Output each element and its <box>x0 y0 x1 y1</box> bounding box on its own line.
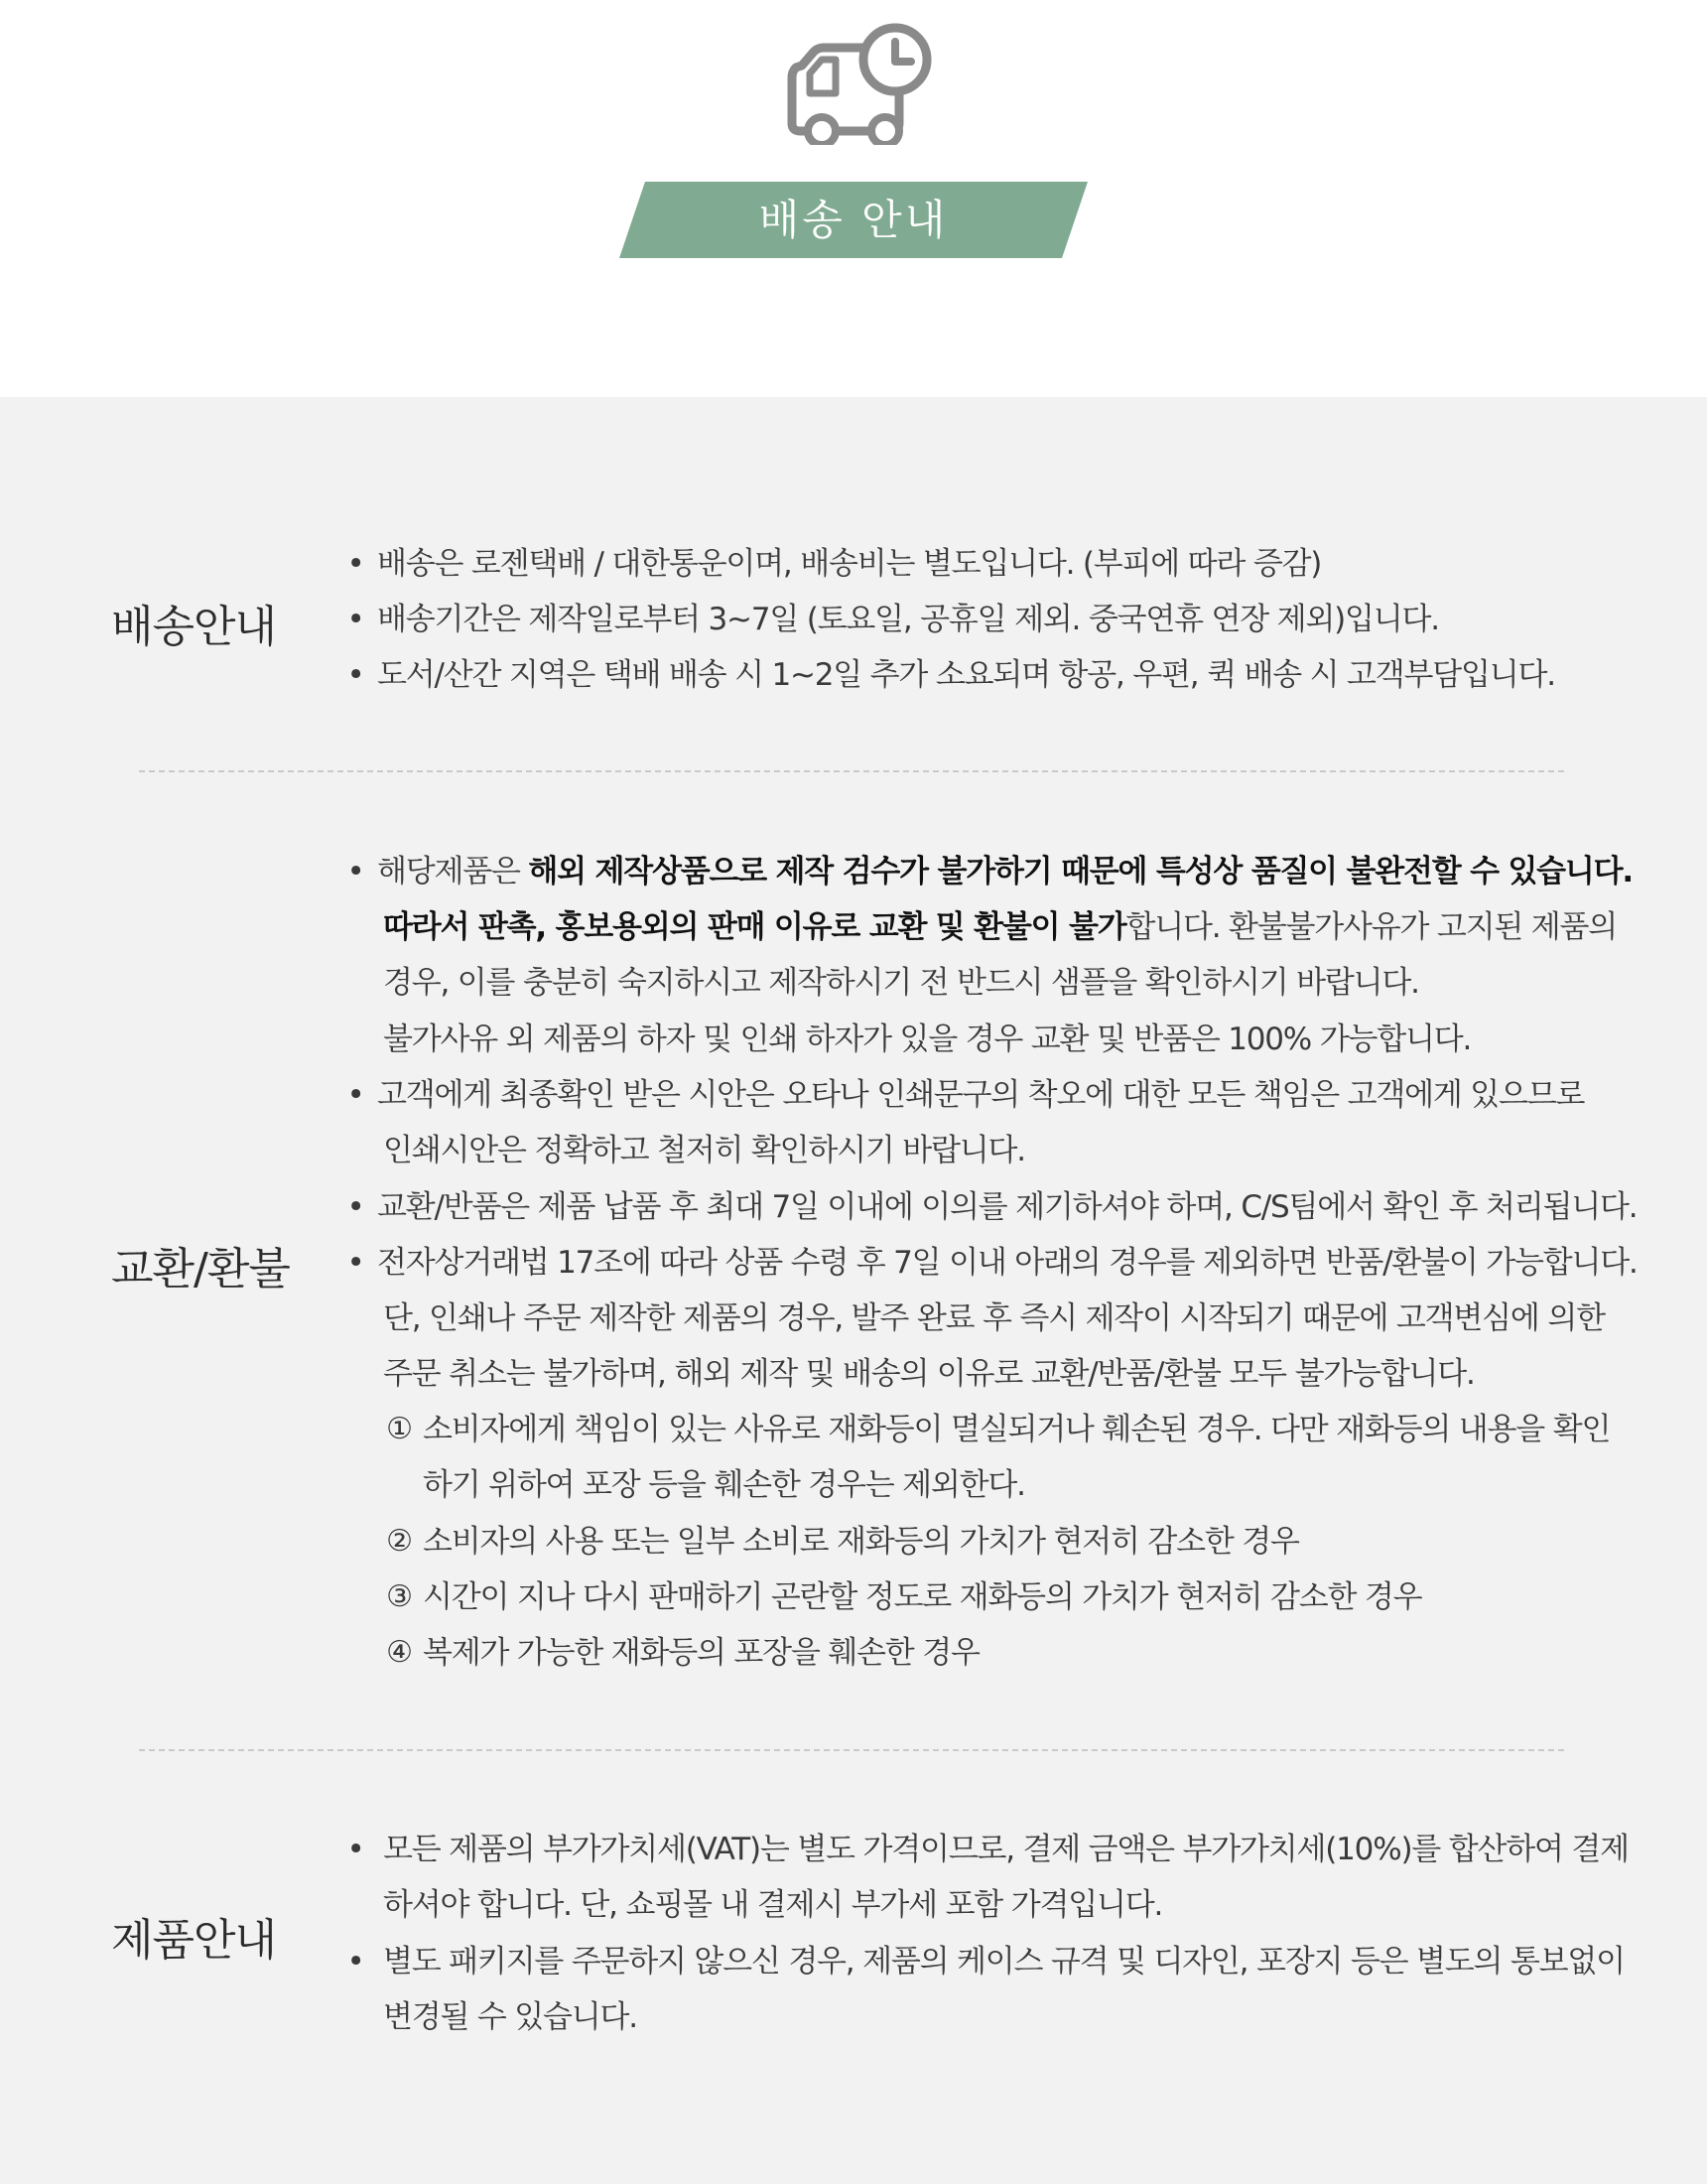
case-number: ③ <box>386 1579 412 1614</box>
list-item-continuation: 하셔야 합니다. 단, 쇼핑몰 내 결제시 부가세 포함 가격입니다. <box>383 1887 1163 1923</box>
bullet-icon: • <box>346 1944 364 1979</box>
bullet-icon: • <box>346 546 364 582</box>
banner-label: 배송 안내 <box>758 196 949 244</box>
list-item-continuation: 따라서 판촉, 홍보용외의 판매 이유로 교환 및 환불이 불가합니다. 환불불가사유가 고지된 제품의 <box>383 909 1618 945</box>
section-banner <box>619 182 1088 258</box>
list-item-continuation: 경우, 이를 충분히 숙지하시고 제작하시기 전 반드시 샘플을 확인하시기 바랍니다. <box>383 965 1419 1001</box>
bullet-icon: • <box>346 1832 364 1867</box>
section-divider <box>139 770 1564 772</box>
bullet-icon: • <box>346 1077 364 1113</box>
list-item-continuation: 단, 인쇄나 주문 제작한 제품의 경우, 발주 완료 후 즉시 제작이 시작되기 때문에 고객변심에 의한 <box>383 1300 1605 1336</box>
bullet-icon: • <box>346 602 364 637</box>
list-item-continuation: 주문 취소는 불가하며, 해외 제작 및 배송의 이유로 교환/반품/환불 모두 불가능합니다. <box>383 1356 1475 1392</box>
bullet-icon: • <box>346 657 364 693</box>
case-number: ① <box>386 1412 412 1446</box>
header <box>0 0 1707 397</box>
info-panel: 배송안내 • 배송은 로젠택배 / 대한통운이며, 배송비는 별도입니다. (부피에 따라 증감) • 배송기간은 제작일로부터 3~7일 (토요일, 공휴일 제외. 중국연휴 연장 제외)입니다. • 도서/산간 지역은 택배 배송 시 1~2일 추가 소요되며 항공, 우편, 퀵 배송 시 고객부담입니다. 교환/환불 • 해당제품은 해외 제작상품으로 제작 검수가 불가하기 때문에 특성상 품질이 불완전할 수 있습니다. 따라서 판촉, 홍보용외의 판매 이유로 교환 및 환불이 불가합니다. 환불불가사유가 고지된 제품의 경우, 이를 충분히 숙지하시고 제작하시기 전 반드시 샘플을 확인하시기 바랍니다. 불가사유 외 제품의 하자 및 인쇄 하자가 있을 경우 교환 및 반품은 100% 가능합니다. • 고객에게 최종확인 받은 시안은 오타나 인쇄문구의 착오에 대한 모든 책임은 고객에게 있으므로 인쇄시안은 정확하고 철저히 확인하시기 바랍니다. • 교환/반품은 제품 납품 후 최대 7일 이내에 이의를 제기하셔야 하며, C/S팀에서 확인 후 처리됩니다. • 전자상거래법 17조에 따라 상품 수령 후 7일 이내 아래의 경우를 제외하면 반품/환불이 가능합니다. 단, 인쇄나 주문 제작한 제품의 경우, 발주 완료 후 즉시 제작이 시작되기 때문에 고객변심에 의한 주문 취소는 불가하며, 해외 제작 및 배송의 이유로 교환/반품/환불 모두 불가능합니다. ① 소비자에게 책임이 있는 사유로 재화등이 멸실되거나 훼손된 경우. 다만 재화등의 내용을 확인 하기 위하여 포장 등을 훼손한 경우는 제외한다. ② 소비자의 사용 또는 일부 소비로 재화등의 가치가 현저히 감소한 경우 ③ 시간이 지나 다시 판매하기 곤란할 정도로 재화등의 가치가 현저히 감소한 경우 ④ 복제가 가능한 재화등의 포장을 훼손한 경우 제품안내 • 모든 제품의 부가가치세(VAT)는 별도 가격이므로, 결제 금액은 부가가치세(10%)를 합산하여 결제 하셔야 합니다. 단, 쇼핑몰 내 결제시 부가세 포함 가격입니다. • 별도 패키지를 주문하지 않으신 경우, 제품의 케이스 규격 및 디자인, 포장지 등은 별도의 통보없이 변경될 수 있습니다. <box>0 397 1707 2184</box>
section-divider <box>139 1749 1564 1751</box>
list-item-continuation: 인쇄시안은 정확하고 철저히 확인하시기 바랍니다. <box>383 1133 1025 1168</box>
case-number: ④ <box>386 1635 412 1670</box>
case-item-continuation: 하기 위하여 포장 등을 훼손한 경우는 제외한다. <box>423 1467 1025 1503</box>
exchange-title: 교환/환불 <box>111 1244 290 1295</box>
list-item-continuation: 불가사유 외 제품의 하자 및 인쇄 하자가 있을 경우 교환 및 반품은 100% 가능합니다. <box>383 1022 1472 1057</box>
bullet-icon: • <box>346 1189 364 1225</box>
product-title: 제품안내 <box>111 1915 277 1966</box>
list-item-continuation: 변경될 수 있습니다. <box>383 1999 637 2035</box>
bullet-icon: • <box>346 1245 364 1281</box>
delivery-truck-clock-icon <box>774 16 933 145</box>
shipping-title: 배송안내 <box>111 602 277 652</box>
bullet-icon: • <box>346 854 364 889</box>
case-number: ② <box>386 1524 412 1559</box>
